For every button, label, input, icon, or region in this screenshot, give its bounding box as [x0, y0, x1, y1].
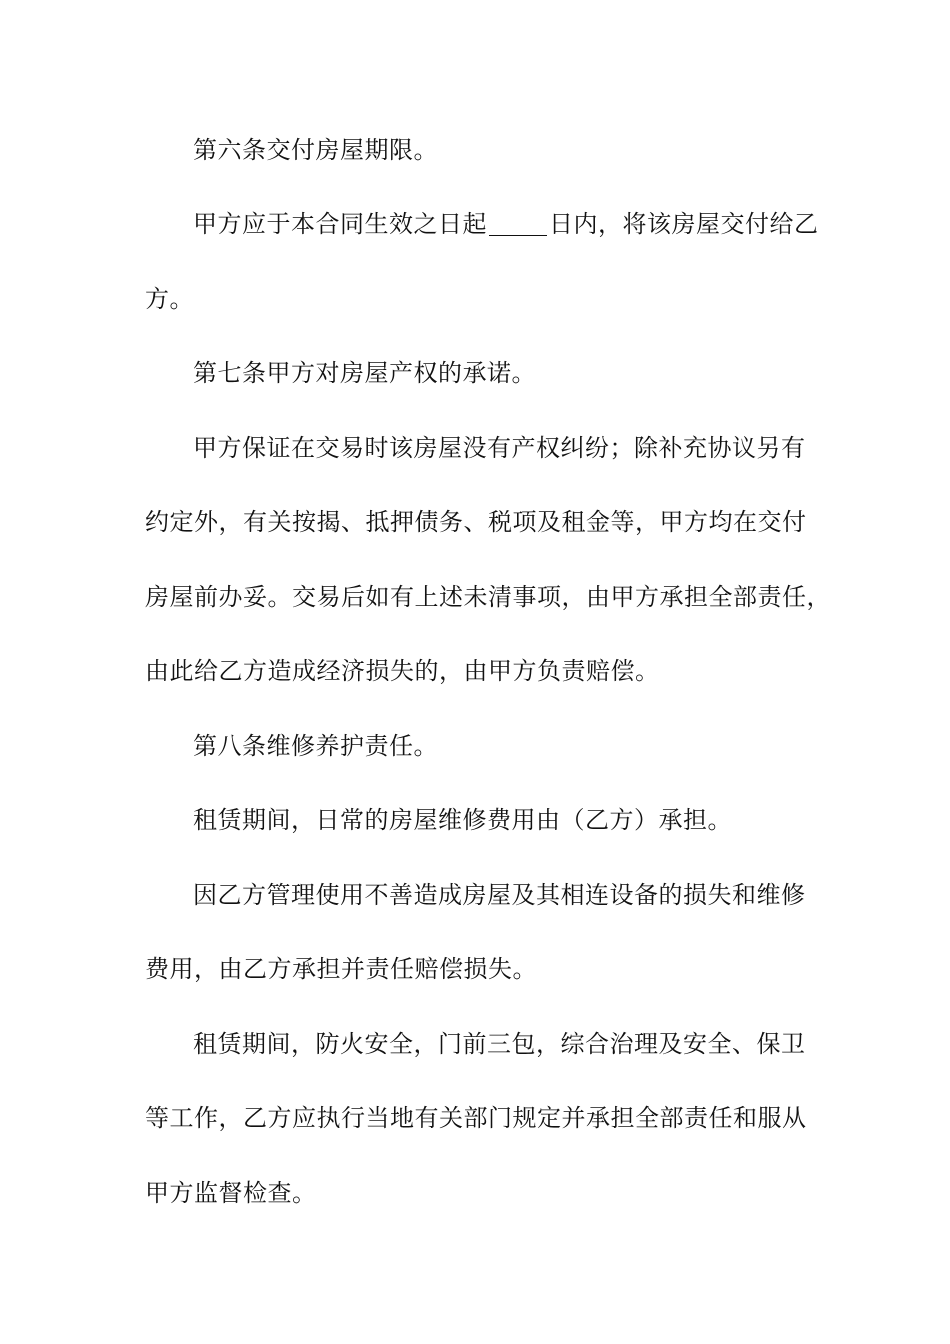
article-6-heading	[193, 134, 438, 166]
paragraph-continuation	[145, 1177, 317, 1209]
article-8-paragraph-2	[193, 879, 806, 911]
paragraph-continuation	[145, 953, 537, 985]
paragraph-continuation	[145, 283, 194, 315]
text-line: 租赁期间，日常的房屋维修费用由（乙方）承担。	[193, 806, 732, 834]
text-line: 方。	[145, 285, 194, 313]
text-line: 费用，由乙方承担并责任赔偿损失。	[145, 955, 537, 983]
article-8-paragraph-3	[193, 1028, 806, 1060]
article-8-heading	[193, 730, 438, 762]
text-line: 日内，将该房屋交付给乙	[549, 210, 819, 238]
paragraph-continuation	[145, 506, 807, 538]
fill-in-blank	[489, 211, 547, 236]
text-line: 约定外，有关按揭、抵押债务、税项及租金等，甲方均在交付	[145, 508, 807, 536]
article-8-paragraph-1	[193, 804, 732, 836]
article-7-heading	[193, 357, 536, 389]
text-line: 甲方应于本合同生效之日起	[193, 210, 487, 238]
text-line: 因乙方管理使用不善造成房屋及其相连设备的损失和维修	[193, 881, 806, 909]
text-line: 租赁期间，防火安全，门前三包，综合治理及安全、保卫	[193, 1030, 806, 1058]
text-line: 第八条维修养护责任。	[193, 732, 438, 760]
paragraph-continuation	[145, 1102, 807, 1134]
text-line: 甲方保证在交易时该房屋没有产权纠纷；除补充协议另有	[193, 434, 806, 462]
text-line: 第六条交付房屋期限。	[193, 136, 438, 164]
paragraph-continuation	[145, 581, 831, 613]
article-6-paragraph	[193, 208, 819, 240]
article-7-paragraph	[193, 432, 806, 464]
text-line: 房屋前办妥。交易后如有上述未清事项，由甲方承担全部责任，	[145, 583, 831, 611]
text-line: 等工作，乙方应执行当地有关部门规定并承担全部责任和服从	[145, 1104, 807, 1132]
paragraph-continuation	[145, 655, 660, 687]
text-line: 由此给乙方造成经济损失的，由甲方负责赔偿。	[145, 657, 660, 685]
text-line: 甲方监督检查。	[145, 1179, 317, 1207]
text-line: 第七条甲方对房屋产权的承诺。	[193, 359, 536, 387]
